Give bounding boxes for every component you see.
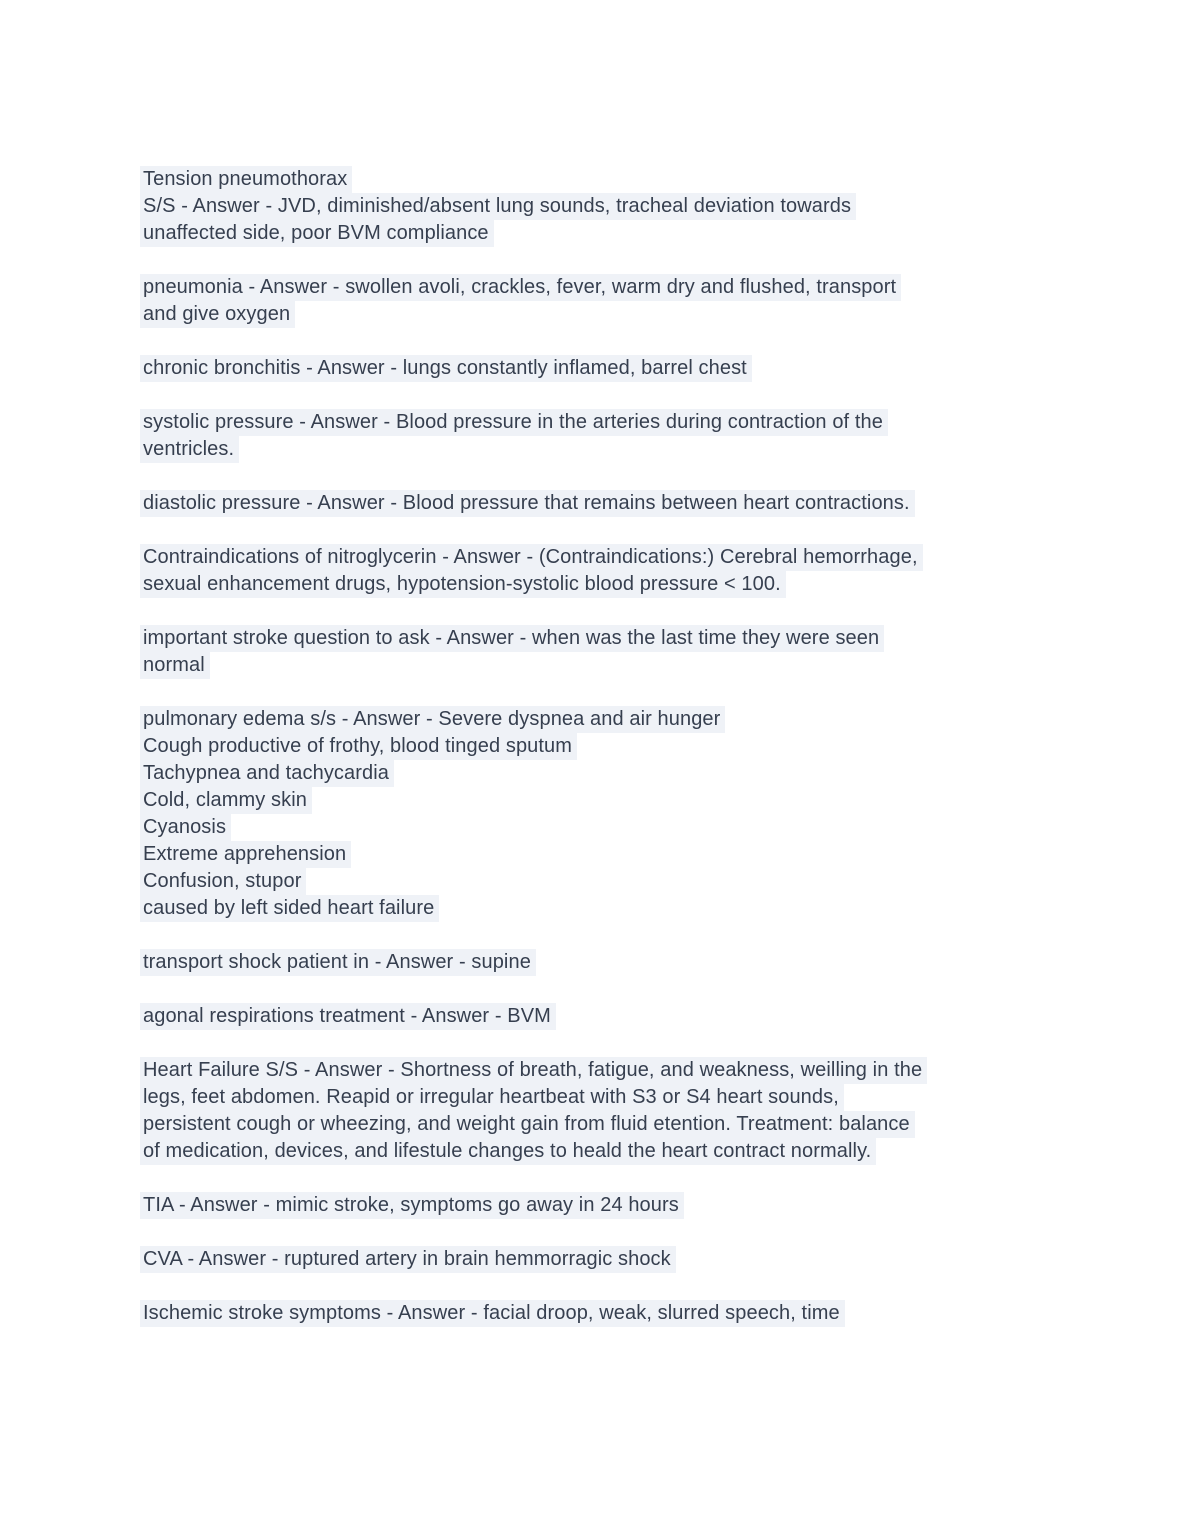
highlighted-text: Contraindications of nitroglycerin - Answer - (Contraindications:) Cerebral hemorrhage, [140,544,923,571]
highlighted-text: caused by left sided heart failure [140,895,439,922]
text-line [140,220,1140,247]
highlighted-text: Tachypnea and tachycardia [140,760,394,787]
text-line [140,787,1140,814]
flashcard-entry [140,706,1140,922]
flashcard-entry [140,1003,1140,1030]
text-line [140,949,1140,976]
highlighted-text: Heart Failure S/S - Answer - Shortness of breath, fatigue, and weakness, weilling in the [140,1057,927,1084]
text-line [140,1111,1140,1138]
highlighted-text: Extreme apprehension [140,841,351,868]
highlighted-text: diastolic pressure - Answer - Blood pressure that remains between heart contractions. [140,490,915,517]
flashcard-entry [140,625,1140,679]
highlighted-text: ventricles. [140,436,239,463]
highlighted-text: systolic pressure - Answer - Blood pressure in the arteries during contraction of the [140,409,888,436]
highlighted-text: chronic bronchitis - Answer - lungs constantly inflamed, barrel chest [140,355,752,382]
text-line [140,436,1140,463]
highlighted-text: unaffected side, poor BVM compliance [140,220,494,247]
text-line [140,841,1140,868]
highlighted-text: CVA - Answer - ruptured artery in brain hemmorragic shock [140,1246,676,1273]
flashcard-entry [140,1057,1140,1165]
highlighted-text: legs, feet abdomen. Reapid or irregular heartbeat with S3 or S4 heart sounds, [140,1084,844,1111]
document-page [140,166,1140,1327]
text-line [140,760,1140,787]
flashcard-entry [140,544,1140,598]
highlighted-text: Tension pneumothorax [140,166,352,193]
text-line [140,274,1140,301]
text-line [140,706,1140,733]
text-line [140,193,1140,220]
text-line [140,895,1140,922]
highlighted-text: S/S - Answer - JVD, diminished/absent lung sounds, tracheal deviation towards [140,193,856,220]
highlighted-text: Ischemic stroke symptoms - Answer - facial droop, weak, slurred speech, time [140,1300,845,1327]
highlighted-text: persistent cough or wheezing, and weight gain from fluid etention. Treatment: balance [140,1111,915,1138]
flashcard-entry [140,409,1140,463]
highlighted-text: Confusion, stupor [140,868,306,895]
highlighted-text: TIA - Answer - mimic stroke, symptoms go away in 24 hours [140,1192,684,1219]
highlighted-text: of medication, devices, and lifestule changes to heald the heart contract normally. [140,1138,876,1165]
highlighted-text: Cold, clammy skin [140,787,312,814]
text-line [140,733,1140,760]
highlighted-text: Cough productive of frothy, blood tinged sputum [140,733,577,760]
highlighted-text: pneumonia - Answer - swollen avoli, crackles, fever, warm dry and flushed, transport [140,274,901,301]
text-line [140,301,1140,328]
flashcard-entry [140,1192,1140,1219]
text-line [140,1003,1140,1030]
text-line [140,814,1140,841]
flashcard-entry [140,355,1140,382]
text-line [140,1246,1140,1273]
highlighted-text: important stroke question to ask - Answer - when was the last time they were seen [140,625,884,652]
flashcard-entry [140,274,1140,328]
text-line [140,625,1140,652]
flashcard-entry [140,949,1140,976]
text-line [140,1192,1140,1219]
flashcard-entry [140,1300,1140,1327]
highlighted-text: Cyanosis [140,814,231,841]
highlighted-text: normal [140,652,210,679]
flashcard-entry [140,166,1140,247]
highlighted-text: sexual enhancement drugs, hypotension-systolic blood pressure < 100. [140,571,786,598]
flashcard-entry [140,1246,1140,1273]
flashcard-entry [140,490,1140,517]
highlighted-text: and give oxygen [140,301,295,328]
text-line [140,544,1140,571]
text-line [140,868,1140,895]
text-line [140,490,1140,517]
text-line [140,409,1140,436]
text-line [140,166,1140,193]
text-line [140,1057,1140,1084]
highlighted-text: pulmonary edema s/s - Answer - Severe dyspnea and air hunger [140,706,725,733]
text-line [140,1138,1140,1165]
text-line [140,355,1140,382]
highlighted-text: transport shock patient in - Answer - supine [140,949,536,976]
highlighted-text: agonal respirations treatment - Answer - BVM [140,1003,556,1030]
text-line [140,571,1140,598]
text-line [140,652,1140,679]
text-line [140,1300,1140,1327]
text-line [140,1084,1140,1111]
